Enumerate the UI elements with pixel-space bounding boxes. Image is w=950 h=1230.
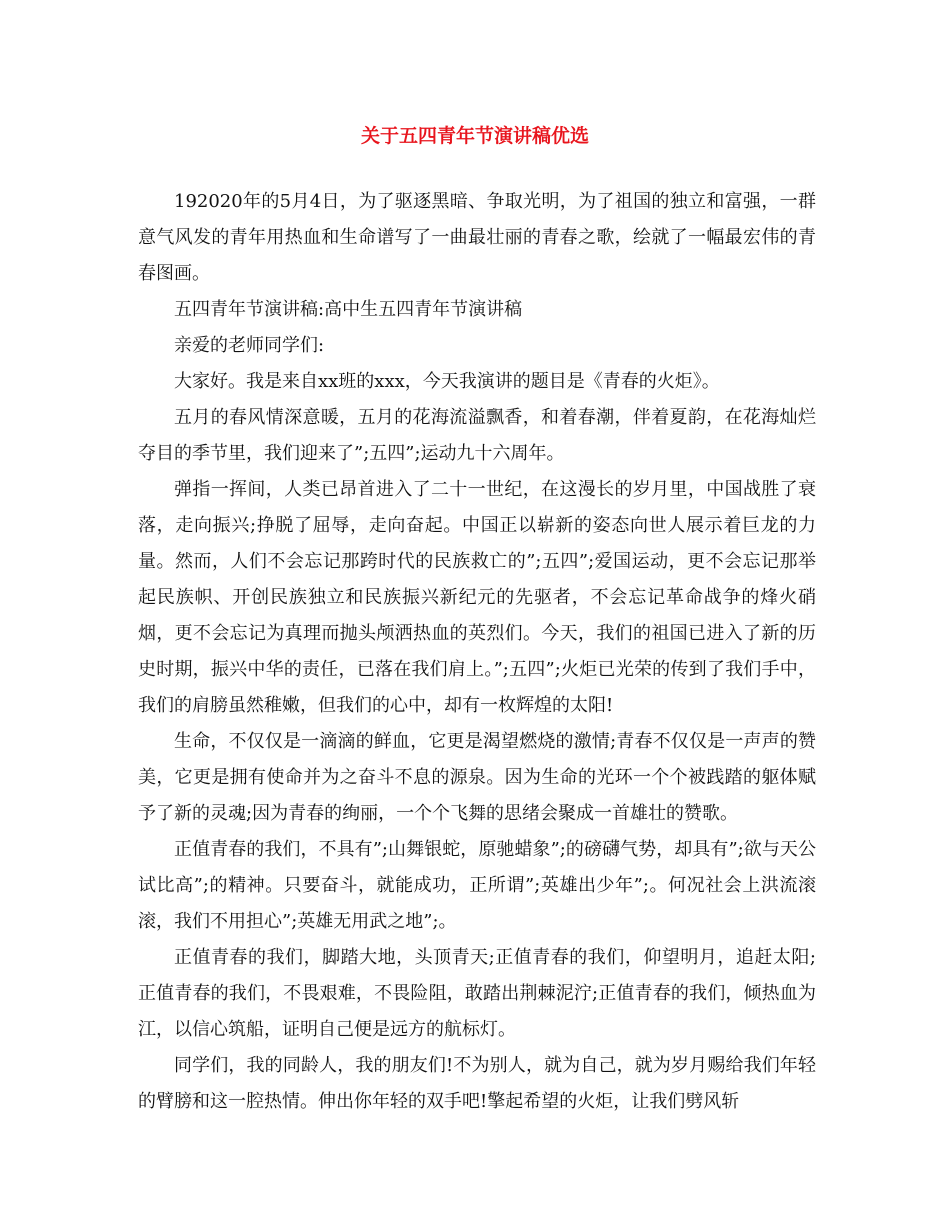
paragraph-5: 五月的春风情深意暖，五月的花海流溢飘香，和着春潮，伴着夏韵，在花海灿烂夺目的季节里，我们迎来了”;五四”;运动九十六周年。	[138, 407, 816, 464]
paragraph-1: 192020年的5月4日，为了驱逐黑暗、争取光明，为了祖国的独立和富强，一群意气风发的青年用热血和生命谱写了一曲最壮丽的青春之歌，绘就了一幅最宏伟的青春图画。	[138, 191, 816, 284]
document-title: 关于五四青年节演讲稿优选	[360, 125, 589, 147]
paragraph-7: 生命，不仅仅是一滴滴的鲜血，它更是渴望燃烧的激情;青春不仅仅是一声声的赞美，它更是拥有使命并为之奋斗不息的源泉。因为生命的光环一个个被践踏的躯体赋予了新的灵魂;因为青春的绚丽，一个个飞舞的思绪会聚成一首雄壮的赞歌。	[138, 731, 816, 824]
paragraph-2: 五四青年节演讲稿:高中生五四青年节演讲稿	[174, 299, 523, 320]
document-body	[138, 184, 816, 1120]
paragraph-10: 同学们，我的同龄人，我的朋友们!不为别人，就为自己，就为岁月赐给我们年轻的臂膀和这一腔热情。伸出你年轻的双手吧!擎起希望的火炬，让我们劈风斩	[138, 1055, 816, 1112]
paragraph-9: 正值青春的我们，脚踏大地，头顶青天;正值青春的我们，仰望明月，追赶太阳;正值青春的我们，不畏艰难，不畏险阻，敢踏出荆棘泥泞;正值青春的我们，倾热血为江，以信心筑船，证明自己便是远方的航标灯。	[138, 947, 816, 1040]
paragraph-3: 亲爱的老师同学们:	[174, 335, 325, 356]
paragraph-6: 弹指一挥间，人类已昂首进入了二十一世纪，在这漫长的岁月里，中国战胜了衰落，走向振兴;挣脱了屈辱，走向奋起。中国正以崭新的姿态向世人展示着巨龙的力量。然而，人们不会忘记那跨时代的民族救亡的”;五四”;爱国运动，更不会忘记那举起民族帜、开创民族独立和民族振兴新纪元的先驱者，不会忘记革命战争的烽火硝烟，更不会忘记为真理而抛头颅洒热血的英烈们。今天，我们的祖国已进入了新的历史时期，振兴中华的责任，已落在我们肩上。”;五四”;火炬已光荣的传到了我们手中，我们的肩膀虽然稚嫩，但我们的心中，却有一枚辉煌的太阳!	[138, 479, 816, 716]
paragraph-4: 大家好。我是来自xx班的xxx，今天我演讲的题目是《青春的火炬》。	[174, 371, 720, 392]
paragraph-8: 正值青春的我们，不具有”;山舞银蛇，原驰蜡象”;的磅礴气势，却具有”;欲与天公试比高”;的精神。只要奋斗，就能成功，正所谓”;英雄出少年”;。何况社会上洪流滚滚，我们不用担心”;英雄无用武之地”;。	[138, 839, 816, 932]
